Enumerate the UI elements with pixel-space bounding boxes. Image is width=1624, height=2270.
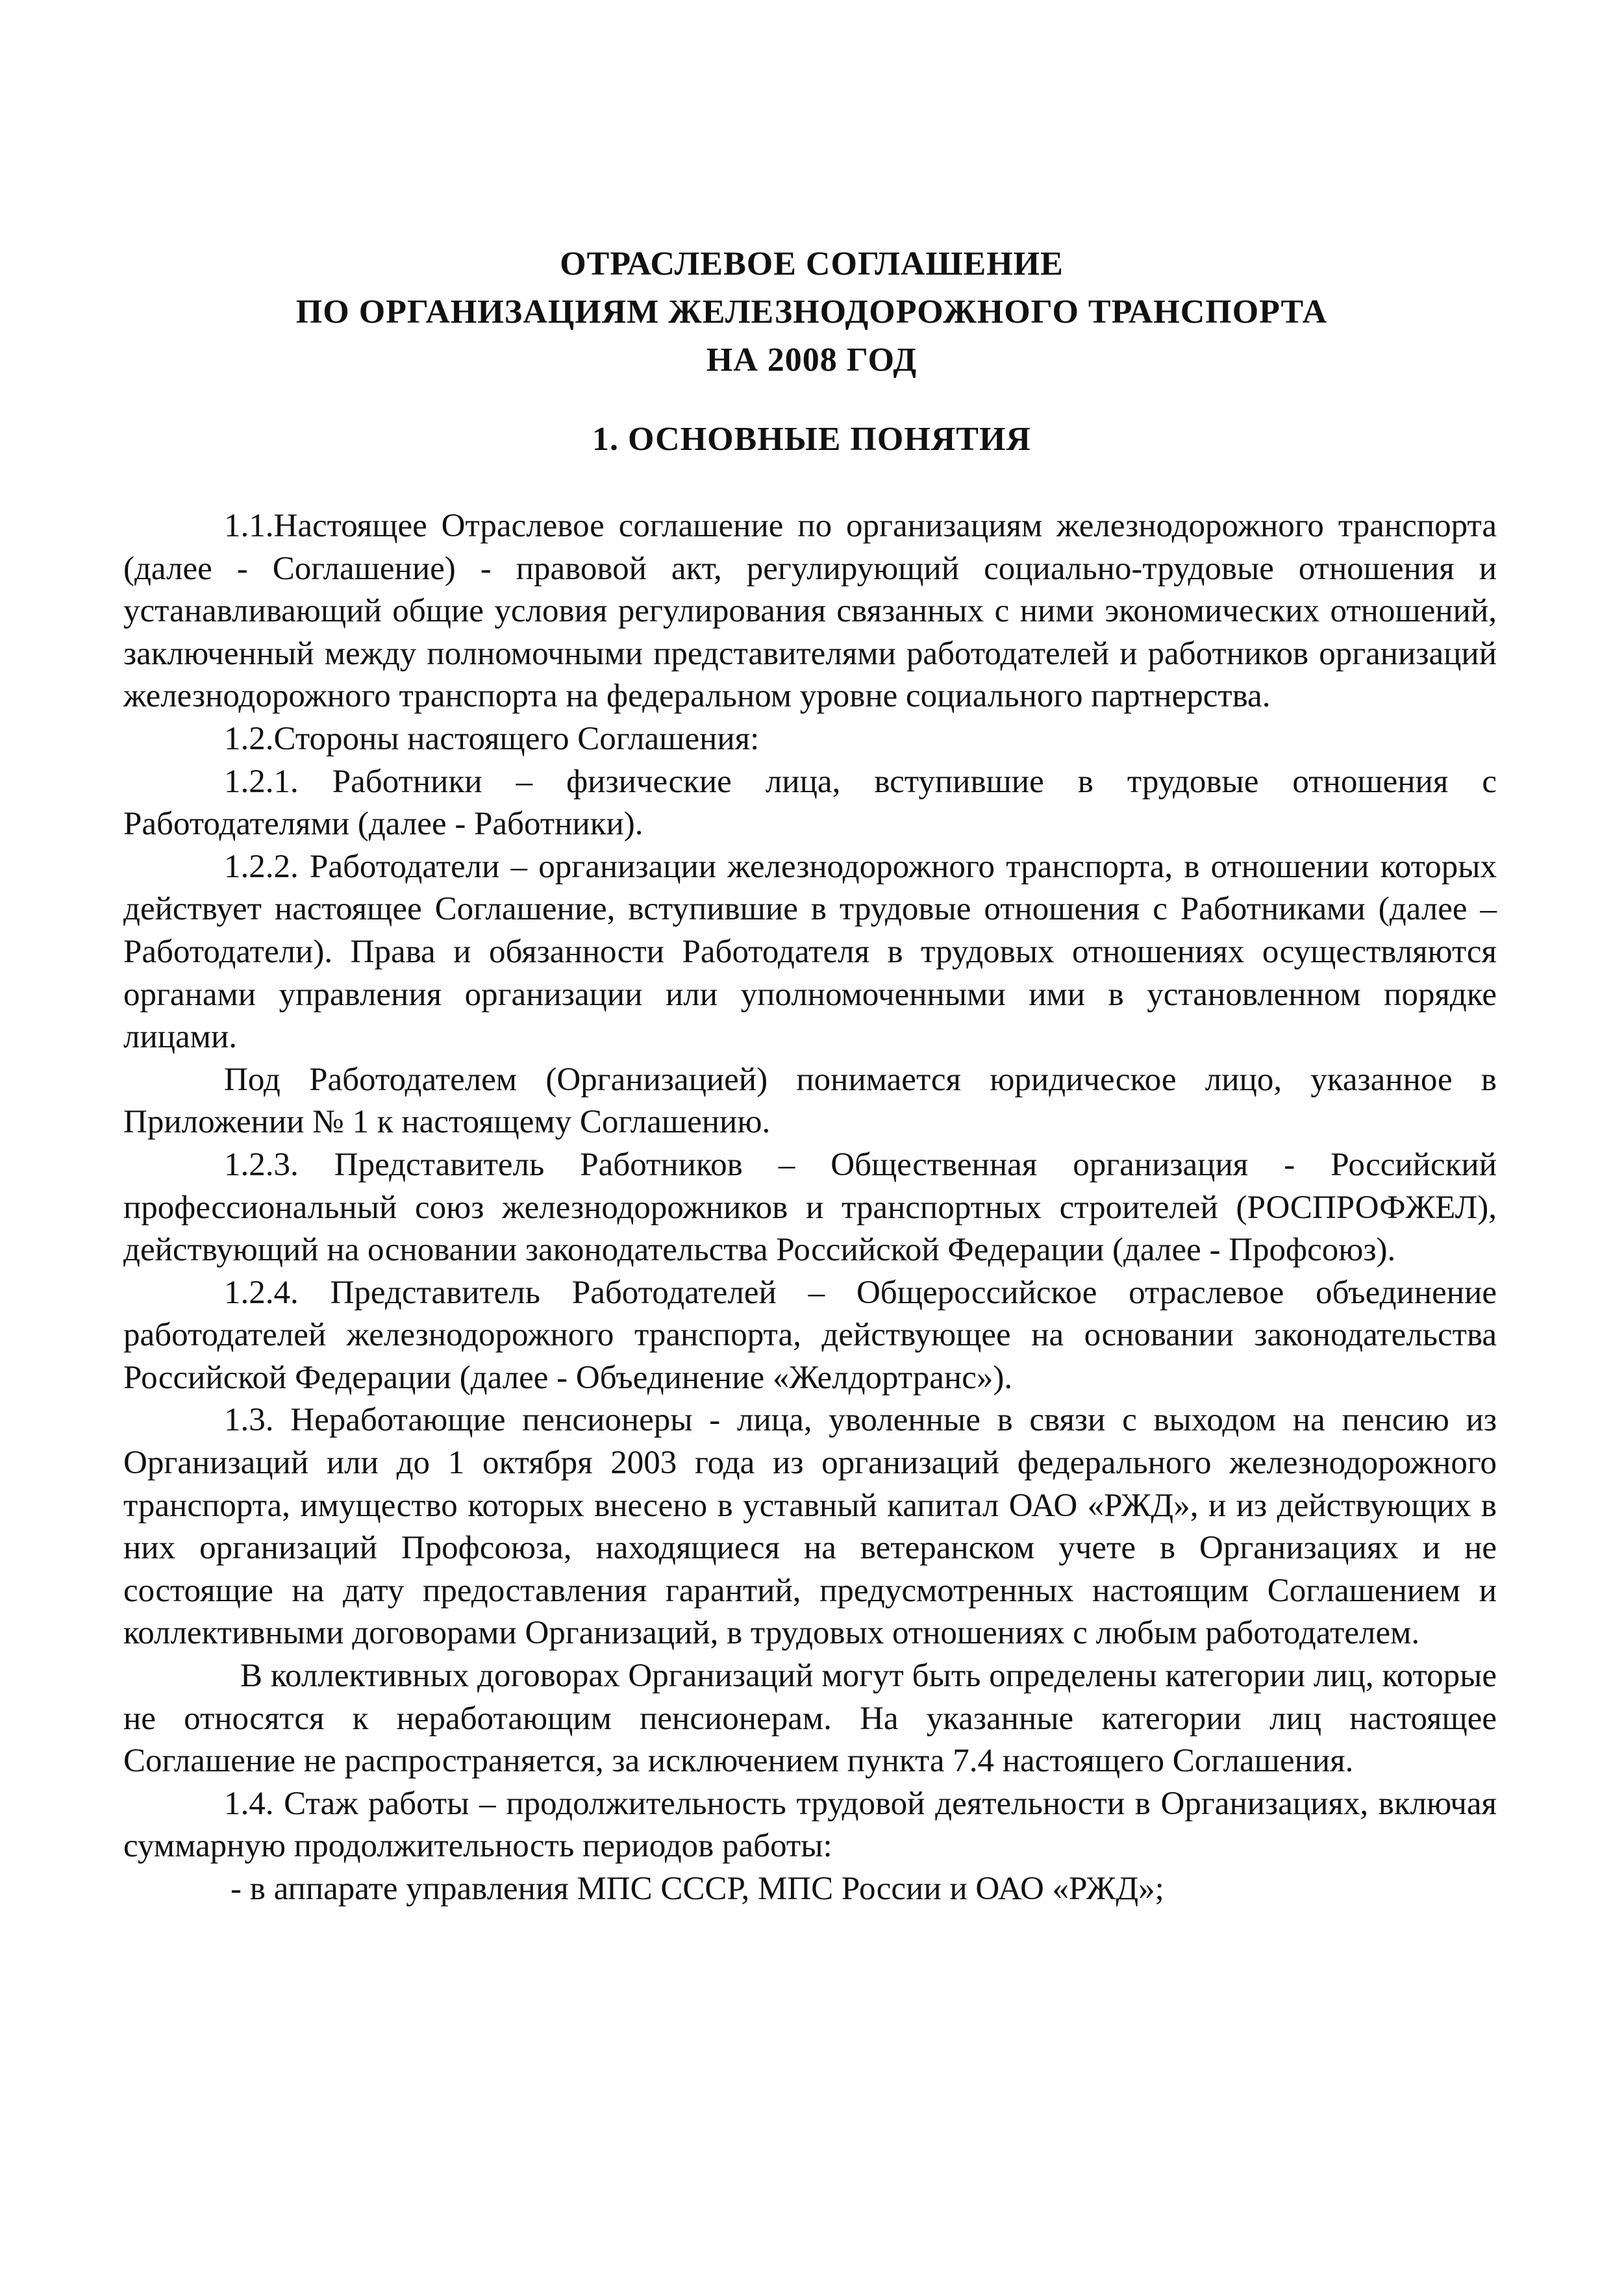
document-body xyxy=(123,505,1497,1911)
section-heading: 1. ОСНОВНЫЕ ПОНЯТИЯ xyxy=(592,421,1031,458)
title-line-1: ОТРАСЛЕВОЕ СОГЛАШЕНИЕ xyxy=(560,245,1064,282)
paragraph-1-2-1: 1.2.1. Работники – физические лица, вступившие в трудовые отношения с Работодателями (далее - Работники). xyxy=(123,763,1497,843)
paragraph-1-2-2: 1.2.2. Работодатели – организации железнодорожного транспорта, в отношении которых действует настоящее Соглашение, вступившие в трудовые отношения с Работниками (далее – Работодатели). Права и обязанности Работодателя в трудовых отношениях осуществляются органами управления организации или уполномоченными ими в установленном порядке лицами. xyxy=(123,848,1497,1056)
paragraph-collective-agreements: В коллективных договорах Организаций могут быть определены категории лиц, которые не относятся к неработающим пенсионерам. На указанные категории лиц настоящее Соглашение не распространяется, за исключением пункта 7.4 настоящего Соглашения. xyxy=(123,1658,1497,1780)
paragraph-1-4: 1.4. Стаж работы – продолжительность трудовой деятельности в Организациях, включая суммарную продолжительность периодов работы: xyxy=(123,1785,1497,1865)
paragraph-1-3: 1.3. Неработающие пенсионеры - лица, уволенные в связи с выходом на пенсию из Организаций или до 1 октября 2003 года из организаций федерального железнодорожного транспорта, имущество которых внесено в уставный капитал ОАО «РЖД», и из действующих в них организаций Профсоюза, находящиеся на ветеранском учете в Организациях и не состоящие на дату предоставления гарантий, предусмотренных настоящим Соглашением и коллективными договорами Организаций, в трудовых отношениях с любым работодателем. xyxy=(123,1402,1497,1652)
paragraph-1-1: 1.1.Настоящее Отраслевое соглашение по организациям железнодорожного транспорта (далее - Соглашение) - правовой акт, регулирующий социально-трудовые отношения и устанавливающий общие условия регулирования связанных с ними экономических отношений, заключенный между полномочными представителями работодателей и работников организаций железнодорожного транспорта на федеральном уровне социального партнерства. xyxy=(123,508,1497,715)
document-title xyxy=(195,240,1429,384)
paragraph-employer-definition: Под Работодателем (Организацией) понимается юридическое лицо, указанное в Приложении № 1 к настоящему Соглашению. xyxy=(123,1061,1497,1141)
title-line-3: НА 2008 ГОД xyxy=(706,342,918,379)
paragraph-bullet-1: - в аппарате управления МПС СССР, МПС России и ОАО «РЖД»; xyxy=(231,1871,1164,1907)
paragraph-1-2-3: 1.2.3. Представитель Работников – Общественная организация - Российский профессиональный союз железнодорожников и транспортных строителей (РОСПРОФЖЕЛ), действующий на основании законодательства Российской Федерации (далее - Профсоюз). xyxy=(123,1146,1497,1269)
paragraph-1-2: 1.2.Стороны настоящего Соглашения: xyxy=(224,720,760,757)
paragraph-1-2-4: 1.2.4. Представитель Работодателей – Общероссийское отраслевое объединение работодателей железнодорожного транспорта, действующее на основании законодательства Российской Федерации (далее - Объединение «Желдортранс»). xyxy=(123,1274,1497,1396)
title-line-2: ПО ОРГАНИЗАЦИЯМ ЖЕЛЕЗНОДОРОЖНОГО ТРАНСПОРТА xyxy=(295,293,1328,331)
